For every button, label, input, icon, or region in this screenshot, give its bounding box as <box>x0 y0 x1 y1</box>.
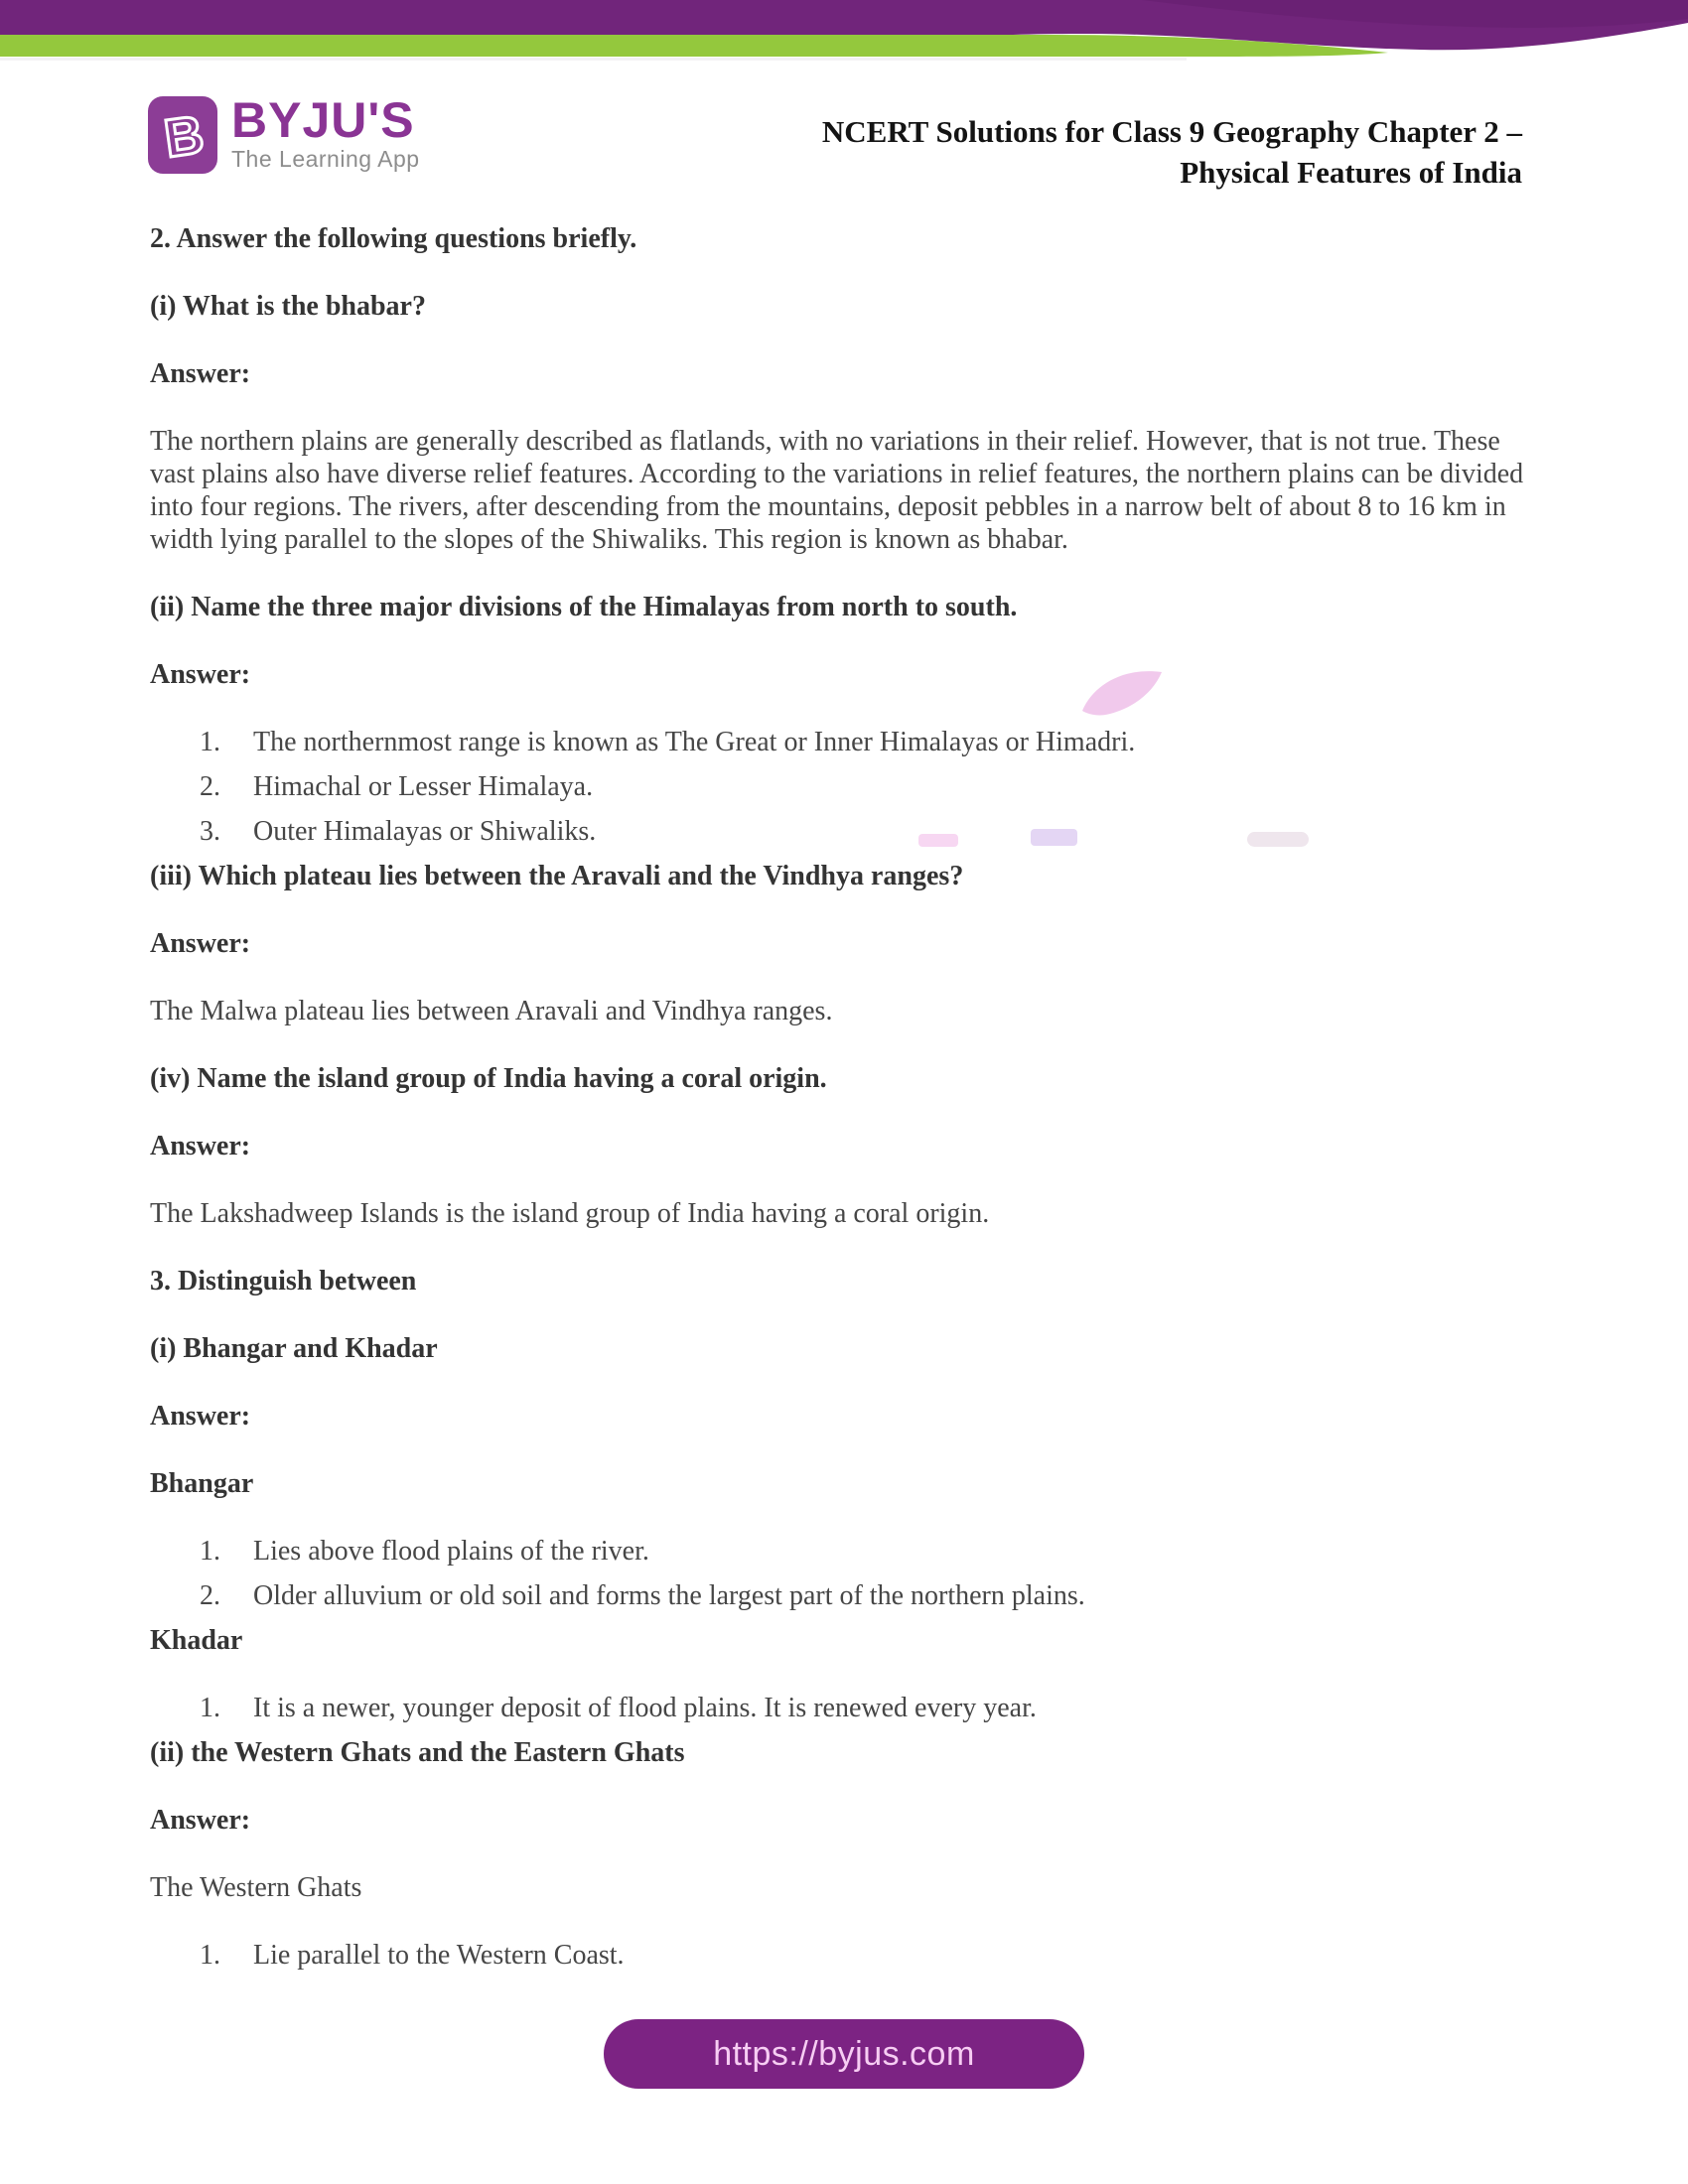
byjus-logo <box>147 92 420 175</box>
band-shadow-line <box>0 58 1187 61</box>
khadar-list <box>150 1692 1536 1724</box>
list-item: Older alluvium or old soil and forms the largest part of the northern plains. <box>253 1580 1085 1611</box>
answer-label: Answer: <box>150 1805 251 1836</box>
logo-badge-letter: B <box>160 104 208 170</box>
brand-tagline: The Learning App <box>231 146 420 172</box>
question-3-heading: 3. Distinguish between <box>150 1266 417 1297</box>
logo-badge-icon <box>147 95 218 175</box>
page-title-line-2: Physical Features of India <box>1180 155 1522 190</box>
list-item: Outer Himalayas or Shiwaliks. <box>253 816 597 847</box>
question-3ii: (ii) the Western Ghats and the Eastern Ghats <box>150 1737 685 1768</box>
question-3i: (i) Bhangar and Khadar <box>150 1333 438 1364</box>
khadar-subheading: Khadar <box>150 1625 243 1656</box>
list-item: Lie parallel to the Western Coast. <box>253 1940 625 1971</box>
answer-paragraph: The Lakshadweep Islands is the island group of India having a coral origin. <box>150 1198 990 1229</box>
page-title <box>822 111 1522 193</box>
bhangar-subheading: Bhangar <box>150 1468 254 1499</box>
answer-paragraph: The northern plains are generally described as flatlands, with no variations in their relief. However, that is not true. These vast plains also have diverse relief features. According to the variations in relief features, the northern plains can be divided into four regions. The rivers, after descending from the mountains, deposit pebbles in a narrow belt of about 8 to 16 km in width lying parallel to the slopes of the Shiwaliks. This region is known as bhabar. <box>150 426 1524 555</box>
western-ghats-list <box>150 1939 1536 1972</box>
list-item: Himachal or Lesser Himalaya. <box>253 771 594 802</box>
brand-name: BYJU'S <box>231 92 415 148</box>
answer-paragraph: The Malwa plateau lies between Aravali and Vindhya ranges. <box>150 996 833 1026</box>
brand-text <box>231 92 420 172</box>
question-2iv: (iv) Name the island group of India having a coral origin. <box>150 1063 827 1094</box>
answer-label: Answer: <box>150 928 251 959</box>
question-2iii: (iii) Which plateau lies between the Aravali and the Vindhya ranges? <box>150 861 964 891</box>
list-item: The northernmost range is known as The Great or Inner Himalayas or Himadri. <box>253 727 1136 757</box>
question-2i: (i) What is the bhabar? <box>150 291 426 322</box>
answer-label: Answer: <box>150 1401 251 1432</box>
list-item: Lies above flood plains of the river. <box>253 1536 649 1567</box>
question-2ii: (ii) Name the three major divisions of the Himalayas from north to south. <box>150 592 1018 622</box>
western-ghats-subheading: The Western Ghats <box>150 1872 362 1903</box>
footer-url-pill[interactable]: https://byjus.com <box>604 2019 1084 2089</box>
question-2-heading: 2. Answer the following questions briefly. <box>150 223 637 254</box>
page-title-line-1: NCERT Solutions for Class 9 Geography Chapter 2 – <box>821 114 1522 149</box>
bhangar-list <box>150 1535 1536 1612</box>
header-band-green <box>0 35 1388 57</box>
answer-label: Answer: <box>150 1131 251 1161</box>
answer-label: Answer: <box>150 358 251 389</box>
answer-list <box>150 726 1536 848</box>
answer-label: Answer: <box>150 659 251 690</box>
document-body <box>150 222 1536 1983</box>
list-item: It is a newer, younger deposit of flood plains. It is renewed every year. <box>253 1693 1037 1723</box>
